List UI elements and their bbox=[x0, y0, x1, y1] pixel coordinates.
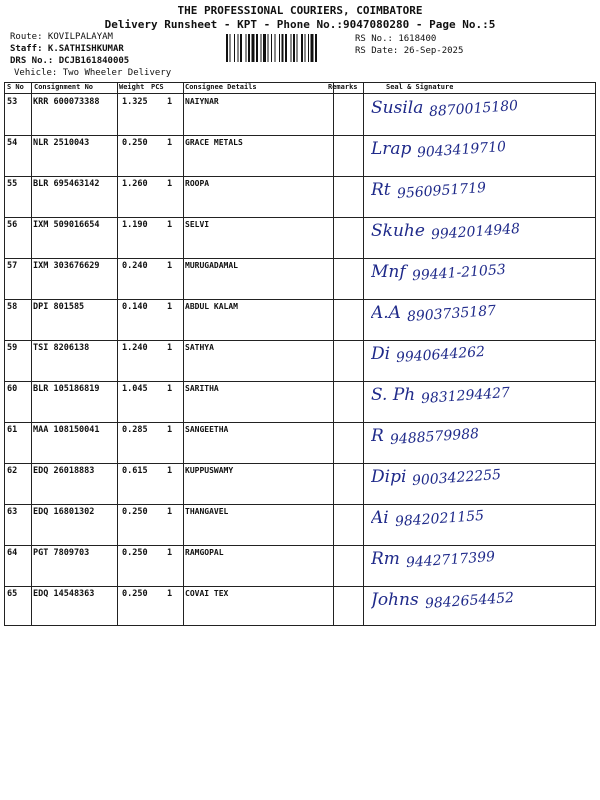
row-sno: 62 bbox=[7, 466, 18, 476]
handwritten-signature: Johns 9842654452 bbox=[371, 590, 515, 613]
table-row bbox=[5, 463, 595, 505]
table-row bbox=[5, 504, 595, 546]
row-weight: 1.045 bbox=[122, 384, 148, 394]
col-header-weight: Weight bbox=[119, 83, 145, 91]
row-pcs: 1 bbox=[167, 97, 173, 107]
table-row bbox=[5, 135, 595, 177]
row-sno: 53 bbox=[7, 97, 18, 107]
row-consignment-no: EDQ 16801302 bbox=[33, 507, 95, 517]
row-pcs: 1 bbox=[167, 507, 173, 517]
handwritten-signature: A.A 8903735187 bbox=[371, 303, 497, 326]
table-row bbox=[5, 94, 595, 136]
row-sno: 63 bbox=[7, 507, 18, 517]
row-consignment-no: DPI 801585 bbox=[33, 302, 85, 312]
row-consignment-no: EDQ 26018883 bbox=[33, 466, 95, 476]
runsheet-table bbox=[4, 82, 596, 626]
row-sno: 60 bbox=[7, 384, 18, 394]
handwritten-signature: Susila 8870015180 bbox=[371, 98, 519, 121]
col-header-pcs: PCS bbox=[151, 83, 164, 91]
table-row bbox=[5, 258, 595, 300]
row-sno: 55 bbox=[7, 179, 18, 189]
col-header-consignee: Consignee Details bbox=[185, 83, 257, 91]
row-pcs: 1 bbox=[167, 220, 173, 230]
table-row bbox=[5, 176, 595, 218]
row-weight: 0.250 bbox=[122, 507, 148, 517]
row-pcs: 1 bbox=[167, 343, 173, 353]
row-consignee: THANGAVEL bbox=[185, 507, 229, 516]
row-consignee: SARITHA bbox=[185, 384, 219, 393]
handwritten-signature: R 9488579988 bbox=[371, 426, 480, 449]
row-consignment-no: NLR 2510043 bbox=[33, 138, 90, 148]
row-consignee: NAIYNAR bbox=[185, 97, 219, 106]
handwritten-signature: Skuhe 9942014948 bbox=[371, 221, 521, 244]
row-sno: 56 bbox=[7, 220, 18, 230]
row-weight: 0.240 bbox=[122, 261, 148, 271]
col-header-remarks: Remarks bbox=[328, 83, 358, 91]
barcode-image bbox=[226, 34, 352, 62]
rs-number: RS No.: 1618400 bbox=[355, 34, 437, 44]
route-text: Route: KOVILPALAYAM bbox=[10, 32, 113, 42]
staff-text: Staff: K.SATHISHKUMAR bbox=[10, 44, 124, 54]
row-pcs: 1 bbox=[167, 425, 173, 435]
row-pcs: 1 bbox=[167, 138, 173, 148]
table-row bbox=[5, 422, 595, 464]
handwritten-signature: Lrap 9043419710 bbox=[371, 139, 507, 162]
row-pcs: 1 bbox=[167, 179, 173, 189]
row-consignment-no: IXM 509016654 bbox=[33, 220, 100, 230]
row-consignee: MURUGADAMAL bbox=[185, 261, 238, 270]
drs-number: DRS No.: DCJB161840005 bbox=[10, 56, 130, 66]
row-consignee: SELVI bbox=[185, 220, 210, 229]
row-sno: 57 bbox=[7, 261, 18, 271]
row-pcs: 1 bbox=[167, 548, 173, 558]
row-weight: 1.240 bbox=[122, 343, 148, 353]
row-consignment-no: IXM 303676629 bbox=[33, 261, 100, 271]
row-pcs: 1 bbox=[167, 384, 173, 394]
row-weight: 0.285 bbox=[122, 425, 148, 435]
row-consignment-no: EDQ 14548363 bbox=[33, 589, 95, 599]
handwritten-signature: Di 9940644262 bbox=[371, 344, 486, 367]
row-consignee: COVAI TEX bbox=[185, 589, 229, 598]
handwritten-signature: Ai 9842021155 bbox=[371, 508, 485, 531]
row-weight: 0.140 bbox=[122, 302, 148, 312]
row-consignee: KUPPUSWAMY bbox=[185, 466, 234, 475]
row-consignee: ABDUL KALAM bbox=[185, 302, 238, 311]
row-consignee: SANGEETHA bbox=[185, 425, 229, 434]
row-weight: 1.260 bbox=[122, 179, 148, 189]
col-header-sno: S No bbox=[7, 83, 24, 91]
handwritten-signature: Dipi 9003422255 bbox=[371, 467, 502, 490]
handwritten-signature: Rm 9442717399 bbox=[371, 549, 496, 572]
row-pcs: 1 bbox=[167, 589, 173, 599]
row-sno: 61 bbox=[7, 425, 18, 435]
row-consignee: RAMGOPAL bbox=[185, 548, 224, 557]
handwritten-signature: Mnf 99441-21053 bbox=[371, 262, 506, 285]
row-sno: 54 bbox=[7, 138, 18, 148]
table-row bbox=[5, 545, 595, 587]
row-weight: 0.250 bbox=[122, 138, 148, 148]
rs-date: RS Date: 26-Sep-2025 bbox=[355, 46, 464, 56]
table-row bbox=[5, 340, 595, 382]
runsheet-subtitle: Delivery Runsheet - KPT - Phone No.:9047080280 - Page No.:5 bbox=[104, 18, 496, 31]
vehicle-text: Vehicle: Two Wheeler Delivery bbox=[14, 68, 172, 78]
row-consignment-no: BLR 105186819 bbox=[33, 384, 100, 394]
document-title: THE PROFESSIONAL COURIERS, COIMBATORE bbox=[177, 4, 423, 17]
row-weight: 1.325 bbox=[122, 97, 148, 107]
table-row bbox=[5, 586, 595, 628]
row-weight: 1.190 bbox=[122, 220, 148, 230]
row-sno: 58 bbox=[7, 302, 18, 312]
row-pcs: 1 bbox=[167, 261, 173, 271]
row-pcs: 1 bbox=[167, 466, 173, 476]
row-consignment-no: KRR 600073388 bbox=[33, 97, 100, 107]
handwritten-signature: S. Ph 9831294427 bbox=[371, 385, 511, 408]
row-consignee: ROOPA bbox=[185, 179, 210, 188]
row-consignee: GRACE METALS bbox=[185, 138, 243, 147]
table-row bbox=[5, 299, 595, 341]
row-weight: 0.615 bbox=[122, 466, 148, 476]
table-row bbox=[5, 217, 595, 259]
table-row bbox=[5, 381, 595, 423]
row-sno: 64 bbox=[7, 548, 18, 558]
row-sno: 59 bbox=[7, 343, 18, 353]
row-pcs: 1 bbox=[167, 302, 173, 312]
col-header-consignment: Consignment No bbox=[34, 83, 94, 91]
row-consignment-no: TSI 8206138 bbox=[33, 343, 90, 353]
row-weight: 0.250 bbox=[122, 589, 148, 599]
row-weight: 0.250 bbox=[122, 548, 148, 558]
col-header-signature: Seal & Signature bbox=[386, 83, 454, 91]
row-consignment-no: MAA 108150041 bbox=[33, 425, 100, 435]
row-sno: 65 bbox=[7, 589, 18, 599]
handwritten-signature: Rt 9560951719 bbox=[371, 180, 487, 203]
row-consignee: SATHYA bbox=[185, 343, 214, 352]
row-consignment-no: PGT 7809703 bbox=[33, 548, 90, 558]
row-consignment-no: BLR 695463142 bbox=[33, 179, 100, 189]
